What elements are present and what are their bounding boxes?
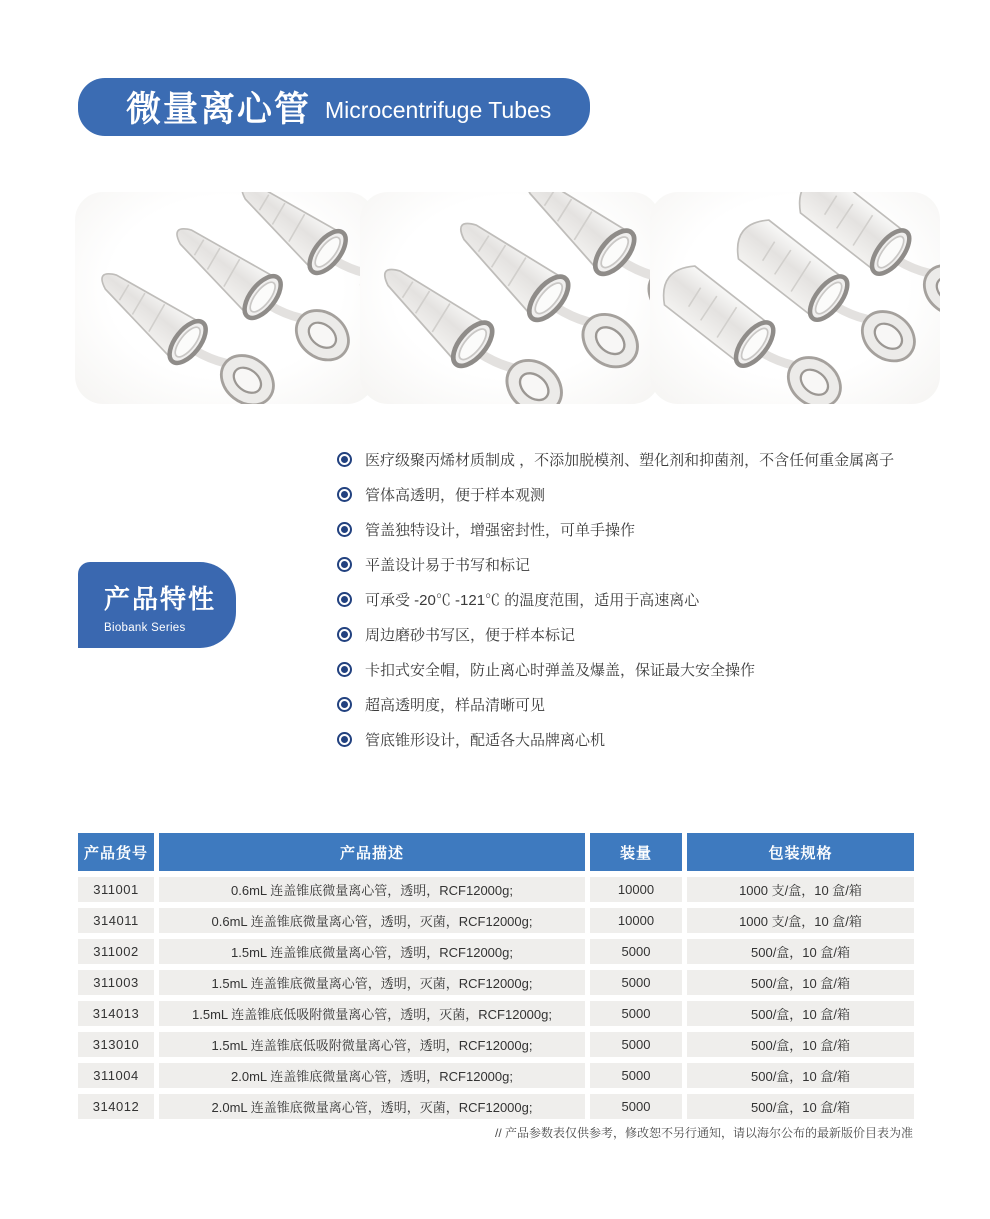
table-cell-packaging: 500/盒，10 盒/箱 bbox=[687, 970, 914, 995]
product-photo-2 bbox=[360, 192, 660, 404]
target-bullet-icon bbox=[337, 487, 352, 502]
features-label-box bbox=[78, 562, 236, 648]
feature-text: 管盖独特设计，增强密封性，可单手操作 bbox=[365, 521, 636, 539]
target-bullet-icon bbox=[337, 592, 352, 607]
table-cell-packaging: 500/盒，10 盒/箱 bbox=[687, 1094, 914, 1119]
list-item bbox=[337, 449, 937, 469]
product-table bbox=[78, 833, 914, 1119]
list-item bbox=[337, 659, 937, 679]
feature-text: 管体高透明，便于样本观测 bbox=[365, 486, 546, 504]
feature-text: 超高透明度，样品清晰可见 bbox=[365, 696, 546, 714]
list-item bbox=[337, 519, 937, 539]
table-cell-quantity: 5000 bbox=[590, 1001, 682, 1026]
table-cell-code: 314011 bbox=[78, 908, 154, 933]
table-cell-quantity: 5000 bbox=[590, 939, 682, 964]
table-cell-code: 314013 bbox=[78, 1001, 154, 1026]
product-photo-1 bbox=[75, 192, 375, 404]
features-title: 产品特性 bbox=[104, 584, 217, 614]
feature-text: 平盖设计易于书写和标记 bbox=[365, 556, 531, 574]
table-cell-packaging: 500/盒，10 盒/箱 bbox=[687, 1001, 914, 1026]
disclaimer-footnote: // 产品参数表仅供参考，修改恕不另行通知，请以海尔公布的最新版价目表为准 bbox=[494, 1126, 913, 1140]
feature-text: 卡扣式安全帽，防止离心时弹盖及爆盖，保证最大安全操作 bbox=[365, 661, 756, 679]
table-cell-description: 1.5mL 连盖锥底低吸附微量离心管，透明，灭菌，RCF12000g; bbox=[159, 1001, 585, 1026]
target-bullet-icon bbox=[337, 627, 352, 642]
table-cell-quantity: 10000 bbox=[590, 908, 682, 933]
feature-text: 周边磨砂书写区，便于样本标记 bbox=[365, 626, 576, 644]
target-bullet-icon bbox=[337, 452, 352, 467]
feature-text: 可承受 -20℃ -121℃ 的温度范围，适用于高速离心 bbox=[365, 591, 700, 609]
target-bullet-icon bbox=[337, 662, 352, 677]
list-item bbox=[337, 694, 937, 714]
table-cell-code: 311004 bbox=[78, 1063, 154, 1088]
table-cell-code: 311002 bbox=[78, 939, 154, 964]
table-cell-code: 311003 bbox=[78, 970, 154, 995]
round-bottom-tubes-illustration bbox=[650, 192, 940, 404]
table-cell-packaging: 1000 支/盒，10 盒/箱 bbox=[687, 908, 914, 933]
feature-text: 医疗级聚丙烯材质制成 ，不添加脱模剂、塑化剂和抑菌剂，不含任何重金属离子 bbox=[365, 451, 895, 469]
list-item bbox=[337, 729, 937, 749]
table-cell-quantity: 5000 bbox=[590, 1063, 682, 1088]
table-cell-quantity: 5000 bbox=[590, 970, 682, 995]
table-cell-description: 0.6mL 连盖锥底微量离心管，透明，灭菌，RCF12000g; bbox=[159, 908, 585, 933]
target-bullet-icon bbox=[337, 732, 352, 747]
table-cell-description: 0.6mL 连盖锥底微量离心管，透明，RCF12000g; bbox=[159, 877, 585, 902]
conical-tubes-illustration bbox=[75, 192, 375, 404]
table-cell-packaging: 500/盒，10 盒/箱 bbox=[687, 1032, 914, 1057]
list-item bbox=[337, 624, 937, 644]
table-cell-quantity: 5000 bbox=[590, 1032, 682, 1057]
target-bullet-icon bbox=[337, 522, 352, 537]
table-cell-code: 313010 bbox=[78, 1032, 154, 1057]
page-title-banner bbox=[78, 78, 590, 136]
table-cell-description: 2.0mL 连盖锥底微量离心管，透明，RCF12000g; bbox=[159, 1063, 585, 1088]
page-title-en: Microcentrifuge Tubes bbox=[325, 97, 552, 123]
table-header-description: 产品描述 bbox=[159, 833, 585, 871]
target-bullet-icon bbox=[337, 557, 352, 572]
table-cell-description: 1.5mL 连盖锥底低吸附微量离心管，透明，RCF12000g; bbox=[159, 1032, 585, 1057]
table-header-code: 产品货号 bbox=[78, 833, 154, 871]
feature-text: 管底锥形设计，配适各大品牌离心机 bbox=[365, 731, 606, 749]
table-cell-description: 1.5mL 连盖锥底微量离心管，透明，灭菌，RCF12000g; bbox=[159, 970, 585, 995]
features-subtitle: Biobank Series bbox=[104, 622, 186, 634]
table-header-packaging: 包装规格 bbox=[687, 833, 914, 871]
list-item bbox=[337, 589, 937, 609]
list-item bbox=[337, 484, 937, 504]
table-cell-packaging: 1000 支/盒，10 盒/箱 bbox=[687, 877, 914, 902]
table-cell-description: 1.5mL 连盖锥底微量离心管，透明，RCF12000g; bbox=[159, 939, 585, 964]
list-item bbox=[337, 554, 937, 574]
table-cell-code: 311001 bbox=[78, 877, 154, 902]
page-title-zh: 微量离心管 bbox=[126, 90, 312, 129]
table-cell-packaging: 500/盒，10 盒/箱 bbox=[687, 939, 914, 964]
table-cell-quantity: 10000 bbox=[590, 877, 682, 902]
table-cell-code: 314012 bbox=[78, 1094, 154, 1119]
table-cell-quantity: 5000 bbox=[590, 1094, 682, 1119]
features-list bbox=[337, 449, 937, 749]
table-header-quantity: 装量 bbox=[590, 833, 682, 871]
product-photo-3 bbox=[650, 192, 940, 404]
table-cell-description: 2.0mL 连盖锥底微量离心管，透明，灭菌，RCF12000g; bbox=[159, 1094, 585, 1119]
conical-tubes-illustration bbox=[360, 192, 660, 404]
table-cell-packaging: 500/盒，10 盒/箱 bbox=[687, 1063, 914, 1088]
target-bullet-icon bbox=[337, 697, 352, 712]
